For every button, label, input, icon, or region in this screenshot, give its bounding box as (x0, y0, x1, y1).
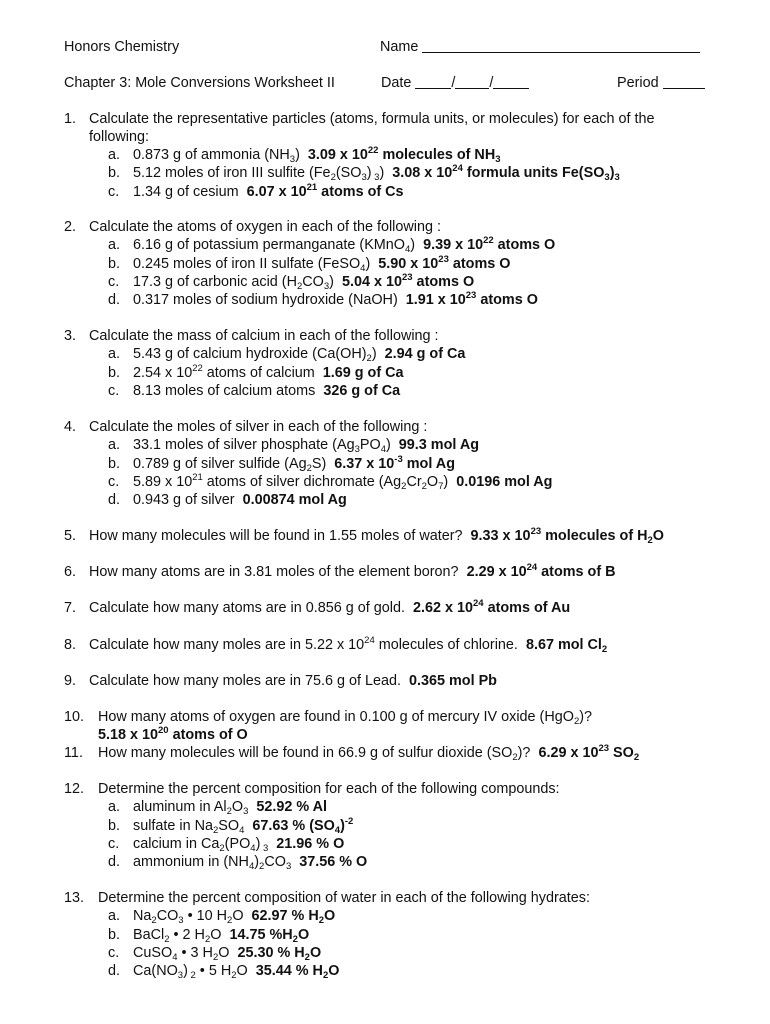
course-title: Honors Chemistry (64, 39, 180, 55)
answer: 6.37 x $10^{-3}$ mol Ag (334, 454, 455, 472)
question-text: How many molecules will be found in 66.9 g of sulfur dioxide $(SO_2)$? 6.29 x $10^{23}$ $SO_2$ (98, 743, 640, 763)
question-number: 13. (64, 890, 85, 906)
item-letter: c. (108, 945, 120, 961)
item-letter: b. (108, 456, 121, 472)
date-separator: / (451, 75, 456, 91)
answer: 35.44 % $H_2O$ (255, 963, 340, 981)
date-label: Date (381, 75, 412, 91)
item-text: 0.943 g of silver 0.00874 mol Ag (133, 492, 347, 508)
question-text: Calculate how many atoms are in 0.856 g of gold. 2.62 x $10^{24}$ atoms of Au (89, 598, 571, 616)
item-letter: c. (108, 184, 120, 200)
question-text: following: (89, 129, 149, 145)
date-day-blank (455, 75, 489, 89)
item-letter: a. (108, 346, 121, 362)
date-year-blank (493, 75, 529, 89)
answer: 5.90 x $10^{23}$ atoms O (378, 254, 511, 272)
item-text: aluminum in $Al_2O_3$ 52.92 % Al (133, 799, 328, 817)
item-text: 5.43 g of calcium hydroxide $(Ca(OH)_2)$ 2.94 g of Ca (133, 346, 466, 364)
answer: 37.56 % O (299, 854, 368, 870)
period-blank (663, 75, 705, 89)
item-letter: c. (108, 274, 120, 290)
answer: 5.04 x $10^{23}$ atoms O (341, 272, 475, 290)
answer: 25.30 % $H_2O$ (237, 945, 322, 963)
answer: 62.97 % $H_2O$ (251, 908, 336, 926)
item-letter: a. (108, 437, 121, 453)
answer: 2.29 x $10^{24}$ atoms of B (466, 562, 616, 580)
answer: 6.29 x $10^{23}$ $SO_2$ (538, 743, 640, 763)
item-letter: a. (108, 147, 121, 163)
date-month-blank (415, 75, 451, 89)
date-field (381, 74, 529, 92)
answer: 21.96 % O (276, 836, 345, 852)
item-letter: b. (108, 818, 121, 834)
answer: 6.07 x $10^{21}$ atoms of Cs (246, 182, 404, 200)
question-number: 10. (64, 709, 85, 725)
item-letter: c. (108, 383, 120, 399)
answer: 8.67 mol $Cl_2$ (525, 637, 608, 655)
date-separator: / (489, 75, 494, 91)
question-number: 12. (64, 781, 85, 797)
question-text: Calculate the atoms of oxygen in each of the following : (89, 219, 441, 235)
question-text: Calculate how many moles are in 75.6 g of Lead. 0.365 mol Pb (89, 673, 497, 689)
worksheet-title: Chapter 3: Mole Conversions Worksheet II (64, 75, 335, 91)
answer: 2.94 g of Ca (384, 346, 466, 362)
item-text: calcium in $Ca_2(PO_4)$ $_3$ 21.96 % O (133, 836, 345, 854)
item-letter: b. (108, 165, 121, 181)
answer: 0.0196 mol Ag (456, 474, 553, 490)
answer: 5.18 x $10^{20}$ atoms of O (98, 725, 248, 743)
question-number: 7. (64, 600, 77, 616)
item-text: $Na_2CO_3$ • 10 $H_2O$ 62.97 % $H_2O$ (133, 908, 336, 926)
item-letter: b. (108, 927, 121, 943)
item-letter: a. (108, 799, 121, 815)
item-text: 6.16 g of potassium permanganate (KMnO$_4$) 9.39 x $10^{22}$ atoms O (133, 235, 556, 255)
answer: 326 g of Ca (323, 383, 401, 399)
answer: 0.365 mol Pb (408, 673, 497, 689)
question-number: 11. (64, 745, 83, 761)
name-blank (422, 39, 700, 53)
question-text: Determine the percent composition of water in each of the following hydrates: (98, 890, 590, 906)
question-number: 6. (64, 564, 77, 580)
question-number: 5. (64, 528, 77, 544)
question-number: 1. (64, 111, 77, 127)
item-text: 0.317 moles of sodium hydroxide (NaOH) 1.91 x $10^{23}$ atoms O (133, 290, 538, 308)
answer: 99.3 mol Ag (398, 437, 480, 453)
item-text: BaCl$_2$ • 2 $H_2O$ 14.75 $\%H_2O$ (133, 927, 310, 945)
answer: 3.08 x $10^{24}$ formula units $Fe(SO_3)_3$ (392, 163, 620, 183)
item-letter: d. (108, 854, 121, 870)
question-text: Calculate the representative particles (atoms, formula units, or molecules) for each of the (89, 111, 655, 127)
answer: 3.09 x $10^{22}$ molecules of $NH_3$ (307, 145, 501, 165)
question-text: Calculate the moles of silver in each of the following : (89, 419, 428, 435)
item-letter: a. (108, 908, 121, 924)
item-text: 0.873 g of ammonia $(NH_3)$ 3.09 x $10^{22}$ molecules of $NH_3$ (133, 145, 501, 165)
item-letter: b. (108, 256, 121, 272)
item-text: sulfate in $Na_2SO_4$ 67.63 % $(SO_4)^{-2}$ (133, 816, 354, 836)
item-text: 8.13 moles of calcium atoms 326 g of Ca (133, 383, 401, 399)
question-text: Calculate how many moles are in 5.22 x $10^{24}$ molecules of chlorine. 8.67 mol $Cl_2$ (89, 635, 608, 655)
question-text: Determine the percent composition for each of the following compounds: (98, 781, 560, 797)
item-text: ammonium in $(NH_4)_2CO_3$ 37.56 % O (133, 854, 368, 872)
item-text: 5.12 moles of iron III sulfite ($Fe_2(SO_3)$ $_3$) 3.08 x $10^{24}$ formula units $Fe(SO_3)_3$ (133, 163, 620, 183)
answer: 1.91 x $10^{23}$ atoms O (405, 290, 538, 308)
item-text: 33.1 moles of silver phosphate $(Ag_3PO_4)$ 99.3 mol Ag (133, 437, 480, 455)
name-field (380, 38, 700, 56)
question-text: How many molecules will be found in 1.55 moles of water? 9.33 x $10^{23}$ molecules of $H_2O$ (89, 526, 664, 546)
question-number: 4. (64, 419, 77, 435)
item-text: CuSO$_4$ • 3 $H_2O$ 25.30 % $H_2O$ (133, 945, 322, 963)
item-letter: d. (108, 492, 121, 508)
item-text: 5.89 x $10^{21}$ atoms of silver dichromate $(Ag_2Cr_2O_7)$ 0.0196 mol Ag (133, 472, 553, 492)
item-letter: c. (108, 836, 120, 852)
item-text: 1.34 g of cesium 6.07 x $10^{21}$ atoms of Cs (133, 182, 404, 200)
question-text: How many atoms are in 3.81 moles of the element boron? 2.29 x $10^{24}$ atoms of B (89, 562, 616, 580)
period-field (617, 74, 705, 92)
item-text: 0.789 g of silver sulfide $(Ag_2S)$ 6.37 x $10^{-3}$ mol Ag (133, 454, 455, 474)
answer: 14.75 $\%H_2O$ (229, 927, 310, 945)
item-text: 2.54 x $10^{22}$ atoms of calcium 1.69 g of Ca (133, 363, 404, 381)
question-number: 9. (64, 673, 77, 689)
name-label: Name (380, 39, 419, 55)
item-letter: d. (108, 292, 121, 308)
question-number: 8. (64, 637, 77, 653)
answer: 9.33 x $10^{23}$ molecules of $H_2O$ (470, 526, 664, 546)
question-text: Calculate the mass of calcium in each of the following : (89, 328, 439, 344)
answer: 2.62 x $10^{24}$ atoms of Au (412, 598, 571, 616)
item-letter: d. (108, 963, 121, 979)
item-text: $Ca(NO_3)$ $_2$ • 5 $H_2O$ 35.44 % $H_2O$ (133, 963, 340, 981)
answer: 0.00874 mol Ag (242, 492, 347, 508)
item-letter: b. (108, 365, 121, 381)
question-number: 2. (64, 219, 77, 235)
item-text: 0.245 moles of iron II sulfate (FeSO$_4$) 5.90 x $10^{23}$ atoms O (133, 254, 511, 274)
question-text: How many atoms of oxygen are found in 0.100 g of mercury IV oxide (HgO$_2$)? (98, 709, 593, 727)
answer: 1.69 g of Ca (322, 365, 404, 381)
period-label: Period (617, 75, 659, 91)
answer: 52.92 % Al (256, 799, 328, 815)
question-number: 3. (64, 328, 77, 344)
item-letter: c. (108, 474, 120, 490)
answer: 67.63 % $(SO_4)^{-2}$ (252, 816, 354, 836)
item-text: 17.3 g of carbonic acid $(H_2CO_3)$ 5.04 x $10^{23}$ atoms O (133, 272, 475, 292)
item-letter: a. (108, 237, 121, 253)
answer: 9.39 x $10^{22}$ atoms O (423, 235, 556, 253)
